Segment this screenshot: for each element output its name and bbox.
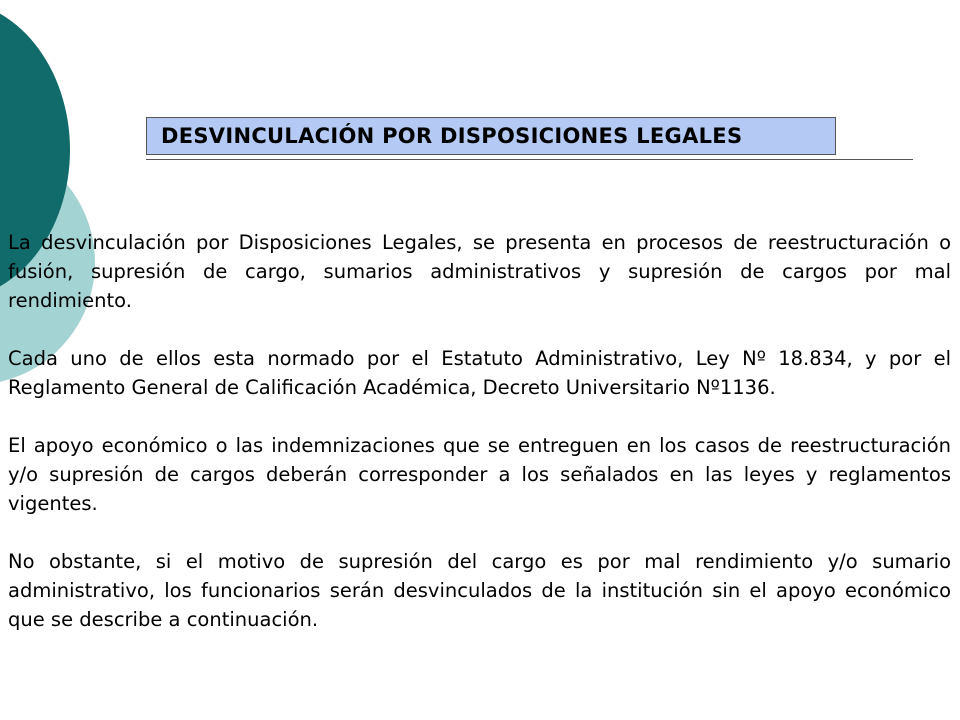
slide-title [146, 117, 836, 155]
paragraph-4: No obstante, si el motivo de supresión del cargo es por mal rendimiento y/o sumario administrativo, los funcionarios serán desvinculados de la institución sin el apoyo económico que se describe a continuación. [8, 550, 951, 631]
paragraph-1: La desvinculación por Disposiciones Legales, se presenta en procesos de reestructuración o fusión, supresión de cargo, sumarios administrativos y supresión de cargos por mal rendimiento. [8, 231, 951, 312]
paragraph-2: Cada uno de ellos esta normado por el Estatuto Administrativo, Ley Nº 18.834, y por el Reglamento General de Calificación Académica, Decreto Universitario Nº1136. [8, 347, 951, 399]
title-underline [146, 159, 913, 160]
paragraph-3: El apoyo económico o las indemnizaciones que se entreguen en los casos de reestructuración y/o supresión de cargos deberán corresponder a los señalados en las leyes y reglamentos vigentes. [8, 434, 951, 515]
slide-title-text: DESVINCULACIÓN POR DISPOSICIONES LEGALES [161, 124, 743, 148]
slide-body [8, 228, 951, 634]
